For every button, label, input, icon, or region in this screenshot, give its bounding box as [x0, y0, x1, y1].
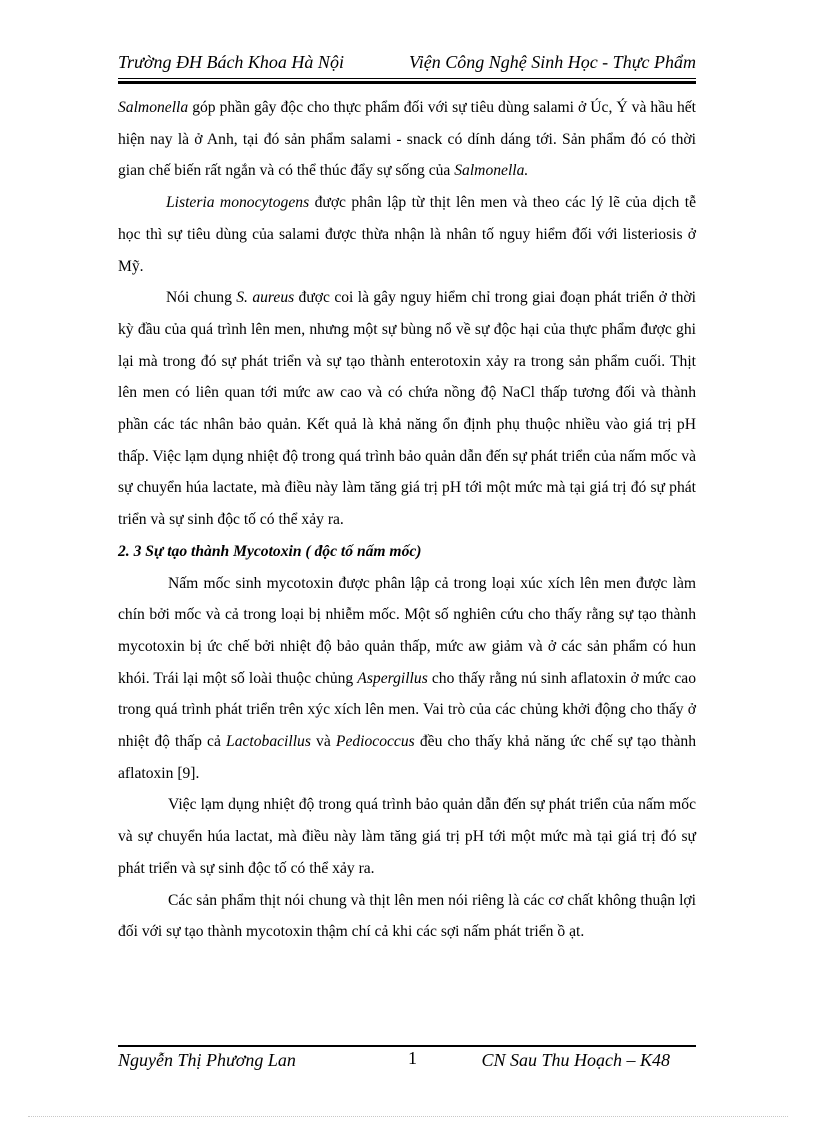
footer-rule [118, 1045, 696, 1047]
taxon-name: Pediococcus [335, 733, 415, 751]
page-number: 1 [408, 1048, 417, 1068]
section-heading: 2. 3 Sự tạo thành Mycotoxin ( độc tố nấm mốc) [118, 542, 422, 560]
taxon-name: Listeria monocytogens [166, 194, 310, 212]
paragraph-text: góp phần gây độc cho thực phẩm đối với sự tiêu dùng salami ở Úc, Ý và hầu hết hiện nay là ở Anh, tại đó sản phẩm salami - snack có dính dáng tới. Sản phẩm đó có thời gian chế biến rất ngắn và có thể thúc đẩy sự sống của [118, 99, 696, 180]
header-institution: Trường ĐH Bách Khoa Hà Nội [118, 52, 344, 72]
footer-course: CN Sau Thu Hoạch – K48 [481, 1050, 670, 1070]
paragraph-mycotoxin [118, 568, 696, 790]
paragraph-text: Nấm mốc sinh mycotoxin được phân lập cả trong loại xúc xích lên men được làm chín bởi mốc và cả trong loại bị nhiễm mốc. Một số nghiên cứu cho thấy rằng sự tạo thành mycotoxin bị ức chế bởi nhiệt độ bảo quản thấp, mức aw giảm và ở các sản phẩm có hun khói. Trái lại một số loài thuộc chủng [118, 574, 696, 687]
page-header [118, 52, 696, 76]
paragraph-text: đều cho thấy khả năng ức chế sự tạo thành aflatoxin [9]. [118, 733, 697, 782]
paragraph-text: được phân lập từ thịt lên men và theo các lý lẽ của dịch tễ học thì sự tiêu dùng của salami được thừa nhận là nhân tố nguy hiểm đối với listeriosis ở Mỹ. [118, 194, 697, 275]
paragraph-listeria [118, 187, 696, 282]
header-department: Viện Công Nghệ Sinh Học - Thực Phẩm [409, 52, 696, 72]
taxon-name: Lactobacillus [226, 733, 311, 751]
header-rule-thin [118, 78, 696, 79]
taxon-name: S. aureus [236, 289, 295, 307]
document-body [118, 92, 696, 948]
page-footer [118, 1050, 696, 1076]
page-bottom-edge [28, 1116, 788, 1117]
footer-author: Nguyễn Thị Phương Lan [118, 1050, 296, 1070]
taxon-name: Aspergillus [357, 669, 428, 687]
paragraph-text: cho thấy rằng nú sinh aflatoxin ở mức cao trong quá trình phát triển trên xýc xích lên men. Vai trò của các chủng khởi động cho thấy ở nhiệt độ thấp cả [118, 669, 697, 751]
taxon-name: Salmonella. [454, 162, 529, 180]
header-rule-thick [118, 81, 696, 84]
paragraph-temperature-abuse: Việc lạm dụng nhiệt độ trong quá trình bảo quản dẫn đến sự phát triển của nấm mốc và sự chuyển húa lactat, mà điều này làm tăng giá trị pH tới một mức mà tại giá trị đó sự phát triển và sự sinh độc tố có thể xảy ra. [118, 796, 696, 877]
paragraph-meat-substrate: Các sản phẩm thịt nói chung và thịt lên men nói riêng là các cơ chất không thuận lợi đối với sự tạo thành mycotoxin thậm chí cả khi các sợi nấm phát triển ồ ạt. [118, 891, 696, 941]
paragraph-text: Nói chung [166, 289, 237, 307]
paragraph-salmonella [118, 92, 696, 187]
paragraph-text: được coi là gây nguy hiểm chỉ trong giai đoạn phát triển ở thời kỳ đầu của quá trình lên men, nhưng một sự bùng nổ về sự độc hại của thực phẩm được ghi lại mà trong đó sự phát triển và sự tạo thành enterotoxin xảy ra trong sản phẩm cuối. Thịt lên men có liên quan tới mức aw cao và có chứa nồng độ NaCl thấp tương đối và thành phần các tác nhân bảo quản. Kết quả là khả năng ổn định phụ thuộc nhiều vào giá trị pH thấp. Việc lạm dụng nhiệt độ trong quá trình bảo quản dẫn đến sự phát triển của nấm mốc và sự chuyển húa lactate, mà điều này làm tăng giá trị pH tới một mức mà tại giá trị đó sự phát triển và sự sinh độc tố có thể xảy ra. [118, 289, 696, 529]
paragraph-s-aureus [118, 282, 696, 536]
paragraph-text: và [310, 733, 336, 751]
taxon-name: Salmonella [118, 99, 189, 116]
